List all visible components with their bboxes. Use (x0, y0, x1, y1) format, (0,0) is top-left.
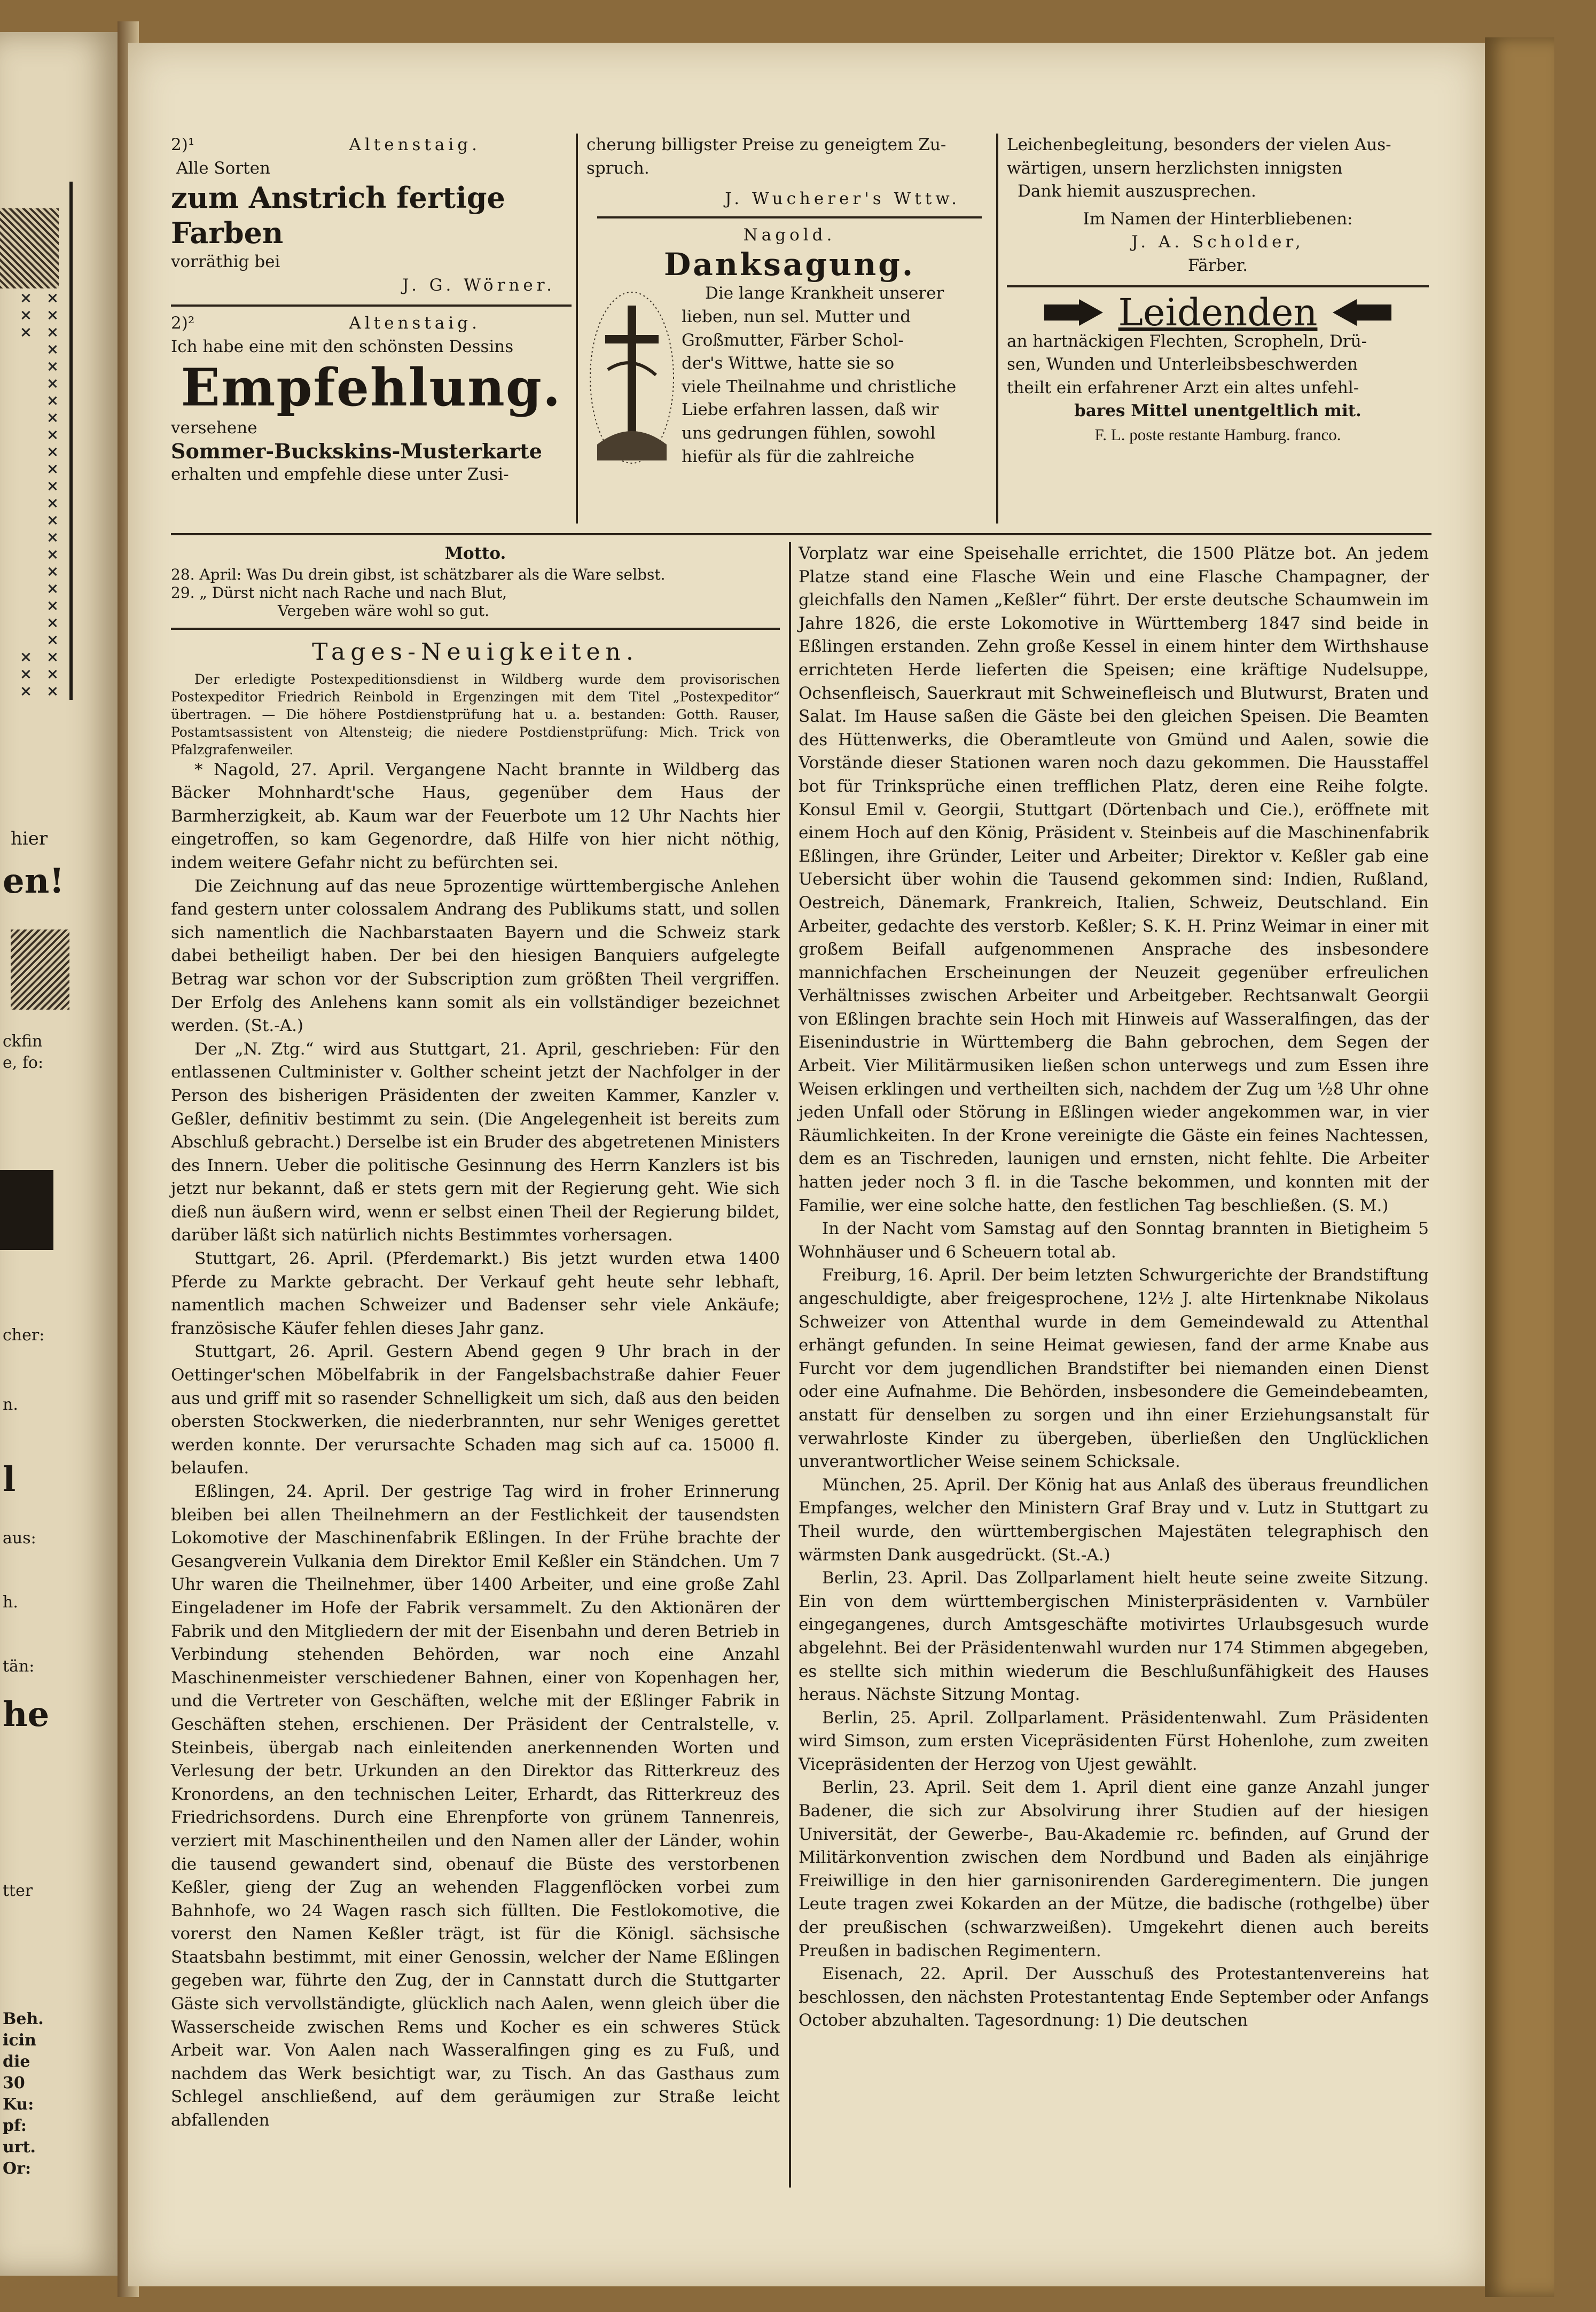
border-cross-icon (48, 499, 57, 507)
ad-address: F. L. poste restante Hamburg. franco. (1094, 425, 1341, 444)
news-paragraph: In der Nacht vom Samstag auf den Sonntag brannten in Bietigheim 5 Wohnhäuser und 6 Scheuern total ab. (799, 1219, 1429, 1262)
ad-title: Danksagung. (663, 246, 916, 283)
ad-title: zum Anstrich fertige Farben (171, 181, 505, 251)
fragment: Beh. (3, 2010, 44, 2028)
ad-line: Sommer-Buckskins-Musterkarte (171, 439, 542, 464)
ad-sign: J. A. Scholder, (1131, 232, 1304, 252)
ad-sign: Färber. (1187, 255, 1248, 275)
ad-body-line: Die lange Krankheit unserer (705, 284, 944, 303)
fragment: Ku: (3, 2095, 34, 2114)
fragment: n. (3, 1395, 18, 1414)
ad-title: Leidenden (1118, 290, 1318, 334)
border-cross-icon (48, 687, 57, 696)
cross-vignette-icon (586, 284, 677, 471)
ad-line: versehene (171, 418, 257, 438)
news-paragraph: Eßlingen, 24. April. Der gestrige Tag wird in froher Erinnerung bleiben bei allen Theilnehmern an der Festlichkeit der tausendsten Lokomotive der Maschinenfabrik Eßlingen. In der Frühe brachte der Gesangverein Vulkania dem Direktor Emil Keßler ein Ständchen. Um 7 Uhr waren die Theilnehmer, über 1400 Arbeiter, und eine große Zahl Eingeladener im Hofe der Fabrik versammelt. Zu den Aktionären der Fabrik und den Mitgliedern der mit der Eisenbahn und deren Betrieb in Verbindung stehenden Behörden, war noch eine Anzahl Maschinenmeister verschiedener Bahnen, einer von Kopenhagen her, und die Vertreter von Geschäften, welche mit der Eßlinger Fabrik in Geschäften stehen, erschienen. Der Präsident der Centralstelle, v. Steinbeis, übergab nach einleitenden anerkennenden Worten und Verlesung der betr. Urkunden an den Direktor das Ritterkreuz des Kronordens, an den technischen Leiter, Erhardt, das Ritterkreuz des Friedrichsordens. Durch eine Ehrenpforte von grünem Tannenreis, verziert mit Maschinentheilen und den Namen aller der Länder, wohin die tausend gewandert sind, obenauf die Büste des verstorbenen Keßler, gieng der Zug an wehenden Flaggenflöcken vorbei zum Bahnhofe, wo 24 Wagen rasch sich füllten. Die Festlokomotive, die vorerst den Namen Keßler trägt, ist für die Königl. sächsische Staatsbahn bestimmt, mit einer Genossin, welcher der Name Eßlingen gegeben war, führte den Zug, der in Cannstatt durch die Stuttgarter Gäste sich vervollständigte, glücklich nach Aalen, wenn gleich über die Wasserscheide zwischen Rems und Kocher es ein schweres Stück Arbeit war. Von Aalen nach Wasseralfingen ging es zu Fuß, und nachdem das Werk besichtigt war, zu Tisch. An das Gasthaus zum Schlegel anschließend, auf dem geräumigen zur Straße leicht abfallenden (171, 1482, 780, 2130)
border-cross-icon (48, 294, 57, 302)
border-cross-icon (48, 602, 57, 610)
ad-line: vorräthig bei (171, 252, 280, 272)
border-cross-icon (48, 396, 57, 405)
ad-place: Nagold. (743, 225, 836, 245)
ad-body-line: sen, Wunden und Unterleibsbeschwerden (1007, 355, 1358, 374)
fragment: die (3, 2052, 30, 2071)
ad-place: Altenstaig. (349, 314, 481, 333)
news-paragraph: Die Zeichnung auf das neue 5prozentige württembergische Anlehen fand gestern unter colossalem Andrang des Publikums statt, und sollen sich namentlich die Nachbarstaaten Bayern und die Schweiz stark dabei betheiligt haben. Der bei den hiesigen Banquiers aufgelegte Betrag war schon vor der Subscription zum größten Theil vergriffen. Der Erfolg des Anlehens kann somit als ein vollständiger bezeichnet werden. (St.-A.) (171, 876, 780, 1036)
motto-line: Vergeben wäre wohl so gut. (278, 602, 489, 620)
border-cross-icon (48, 448, 57, 456)
ad-body-line: bares Mittel unentgeltlich mit. (1074, 401, 1362, 421)
ad-line: cherung billigster Preise zu geneigtem Zu- (586, 135, 946, 154)
newspaper-page (128, 43, 1485, 2286)
ad-line: spruch. (586, 158, 650, 178)
fragment: tän: (3, 1657, 35, 1676)
ad-body-line: lieben, nun sel. Mutter und (682, 307, 911, 326)
fragment: aus: (3, 1529, 36, 1548)
page-edge (1485, 37, 1554, 2297)
news-paragraph: München, 25. April. Der König hat aus Anlaß des überaus freundlichen Empfanges, welcher den Ministern Graf Bray und v. Lutz in Stuttgart zu Theil wurde, den württembergischen Majestäten telegraphisch den wärmsten Dank ausgedrückt. (St.-A.) (799, 1475, 1429, 1565)
border-cross-icon (21, 653, 30, 661)
divider (1007, 285, 1429, 287)
fragment: Or: (3, 2159, 32, 2178)
ad-place: Altenstaig. (349, 135, 481, 154)
news-paragraph: Berlin, 25. April. Zollparlament. Präsidentenwahl. Zum Präsidenten wird Simson, zum ersten Vicepräsidenten Fürst Hohenlohe, zum zweiten Vicepräsidenten der Herzog von Ujest gewählt. (799, 1708, 1429, 1774)
news-heading: Tages-Neuigkeiten. (312, 638, 639, 666)
news-column-1 (171, 542, 780, 2133)
motto-line: 28. April: Was Du drein gibst, ist schätzbarer als die Ware selbst. (171, 565, 666, 583)
column-rule (996, 134, 998, 524)
news-paragraph: Eisenach, 22. April. Der Ausschuß des Protestantenvereins hat beschlossen, den nächsten Protestantentag Ende September oder Anfangs October abzuhalten. Tagesordnung: 1) Die deutschen (799, 1964, 1429, 2030)
column-rule (576, 134, 578, 524)
border-cross-icon (48, 311, 57, 319)
news-paragraph: Vorplatz war eine Speisehalle errichtet, die 1500 Plätze bot. An jedem Platze stand eine Flasche Wein und eine Flasche Champagner, der gleichfalls den Namen „Keßler“ führt. Der erste deutsche Schaumwein im Jahre 1826, die erste Lokomotive in Württemberg 1847 sind beide in Eßlingen erstanden. Zehn große Kessel in einem hinter dem Wirthshause errichteten Herde lieferten die Speisen; eine kräftige Nudelsuppe, Ochsenfleisch, Sauerkraut mit Schweinefleisch und Blutwurst, Braten und Salat. Im Hause saßen die Gäste bei den gleichen Speisen. Die Beamten des Hüttenwerks, die Oberamtleute von Gmünd und Aalen, sowie die Vorstände dieser Stationen waren noch dazu gekommen. Die Hausstaffel bot für Trinksprüche einen trefflichen Platz, deren eine Reihe folgte. Konsul Emil v. Georgii, Stuttgart (Dörtenbach und Cie.), eröffnete mit einem Hoch auf den König, Präsident v. Steinbeis auf die Maschinenfabrik Eßlingen, ihre Gründer, Leiter und Arbeiter; Direktor v. Keßler gab eine Uebersicht über wohin die Tausend gekommen sind: Indien, Rußland, Oestreich, Dänemark, Frankreich, Italien, Schweiz, Deutschland. Ein Arbeiter, gedachte des verstorb. Keßler; S. K. H. Prinz Weimar in einer mit großem Beifall aufgenommenen Ansprache des insbesondere mannichfachen Erscheinungen der Neuzeit gegenüber erfreulichen Verhältnisses zwischen Arbeiter und Arbeitgeber. Rechtsanwalt Georgii von Eßlingen brachte sein Hoch mit Hinweis auf Wasseralfingen, das der Eisenindustrie in Württemberg die Bahn gebrochen, dem Segen der Arbeit. Vier Militärmusiken ließen schon unterwegs und zum Essen ihre Weisen erklingen und vertheilten sich, nachdem der Zug um ½8 Uhr ohne jeden Unfall oder Störung in Eßlingen wieder angekommen war, in vier Räumlichkeiten. In der Krone vereinigte die Gäste ein feines Nachtessen, dem es an Tischreden, launigen und ernsten, nicht fehlte. Die Arbeiter hatten jeder noch 3 fl. in die Tasche bekommen, und konnten mit der Familie, wer eine solche hatte, den festlichen Tag beschließen. (S. M.) (799, 544, 1429, 1215)
ad-line: Ich habe eine mit den schönsten Dessins (171, 337, 514, 356)
border-cross-icon (21, 311, 30, 319)
ads-column-3 (1007, 134, 1429, 447)
divider (171, 304, 572, 307)
pointing-hand-icon (1330, 296, 1394, 329)
fragment: en! (3, 861, 65, 901)
news-paragraph: * Nagold, 27. April. Vergangene Nacht brannte in Wildberg das Bäcker Mohnhardt'sche Haus, gegenüber dem Haus der Barmherzigkeit, ab. Kaum war der Feuerbote um 12 Uhr Nachts hier eingetroffen, so kam Gegenordre, daß Hilfe von hier nicht nöthig, indem weitere Gefahr nicht zu befürchten sei. (171, 760, 780, 872)
pointing-hand-icon (1042, 296, 1106, 329)
motto-line: 29. „ Dürst nicht nach Rache und nach Blut, (171, 583, 507, 602)
ad-body-line: theilt ein erfahrener Arzt ein altes unfehl- (1007, 378, 1359, 397)
ad-body-line: uns gedrungen fühlen, sowohl (682, 423, 936, 443)
ad-body-line: wärtigen, unsern herzlichsten innigsten (1007, 158, 1343, 178)
black-box (0, 1170, 53, 1250)
border-cross-icon (48, 516, 57, 525)
ad-body-line: viele Theilnahme und christliche (682, 377, 957, 396)
ad-body-line: Großmutter, Färber Schol- (682, 330, 904, 350)
fragment: h. (3, 1593, 18, 1612)
fragment: 30 (3, 2074, 25, 2092)
border-cross-icon (48, 328, 57, 337)
news-paragraph: Berlin, 23. April. Das Zollparlament hielt heute seine zweite Sitzung. Ein von dem württembergischen Ministerpräsidenten v. Varnbüler eingegangenes, durch Amtsgeschäfte motivirtes Urlaubsgesuch wurde abgelehnt. Bei der Präsidentenwahl wurden nur 174 Stimmen abgegeben, es stellte sich mithin wiederum die Beschlußunfähigkeit des Hauses heraus. Nächste Sitzung Montag. (799, 1568, 1429, 1705)
news-paragraph: Freiburg, 16. April. Der beim letzten Schwurgerichte der Brandstiftung angeschuldigte, aber freigesprochene, 12½ J. alte Hirtenknabe Nikolaus Schweizer von Attenthal wurde in dem Gemeindewald zu Attenthal erhängt gefunden. In seine Heimat gewiesen, fand der arme Knabe aus Furcht vor dem jugendlichen Brandstifter bei niemanden einen Dienst oder eine Aufnahme. Die Behörden, insbesondere die Gemeindebeamten, anstatt für denselben zu sorgen und ihn einer Erziehungsanstalt für verwahrloste Kinder zu übergeben, überließen den Unglücklichen unverantwortlicher Weise seinem Schicksale. (799, 1266, 1429, 1472)
ad-title: Empfehlung. (181, 357, 562, 418)
motto-heading: Motto. (444, 544, 506, 563)
news-paragraph: Der erledigte Postexpeditionsdienst in Wildberg wurde dem provisorischen Postexpeditor Friedrich Reinbold in Ergenzingen mit dem Titel „Postexpeditor“ übertragen. — Die höhere Postdienstprüfung hat u. a. bestanden: Gotth. Rauser, Postamtsassistent von Altensteig; die niedere Postdienstprüfung: Mich. Trick von Pfalzgrafenweiler. (171, 671, 780, 757)
divider (597, 216, 982, 218)
border-cross-icon (48, 362, 57, 371)
border-cross-icon (48, 431, 57, 439)
border-cross-icon (48, 653, 57, 661)
facing-page (0, 32, 118, 2276)
news-paragraph: Stuttgart, 26. April. Gestern Abend gegen 9 Uhr brach in der Oettinger'schen Möbelfabrik in der Fangelsbachstraße dahier Feuer aus und griff mit so rasender Schnelligkeit um sich, daß aus den beiden obersten Stockwerken, die niederbrannten, nur sehr Weniges gerettet werden konnte. Der verursachte Schaden mag sich auf ca. 15000 fl. belaufen. (171, 1342, 780, 1478)
fragment: ckfin (3, 1032, 43, 1051)
fragment: he (3, 1694, 50, 1735)
ad-sign: Im Namen der Hinterbliebenen: (1083, 209, 1353, 229)
border-cross-icon (48, 550, 57, 559)
ad-number: 2)² (171, 314, 195, 333)
fragment: urt. (3, 2138, 36, 2157)
ad-body-line: an hartnäckigen Flechten, Scropheln, Drü- (1007, 331, 1367, 351)
border-cross-icon (48, 533, 57, 542)
news-paragraph: Berlin, 23. April. Seit dem 1. April dient eine ganze Anzahl junger Badener, die sich zur Absolvirung ihrer Studien auf der hiesigen Universität, der Gewerbe-, Bau-Akademie rc. befinden, auf Grund der Militärkonvention zwischen dem Nordbund und Baden als einjährige Freiwillige in den hier garnisonirenden Garderegimentern. Die jungen Leute tragen zwei Kokarden an der Mütze, die badische (rothgelbe) über der preußischen (schwarzweißen). Umgekehrt dienen auch bereits Preußen in badischen Regimentern. (799, 1778, 1429, 1960)
border-cross-icon (48, 567, 57, 576)
ad-number: 2)¹ (171, 135, 195, 154)
ad-body-line: Leichenbegleitung, besonders der vielen Aus- (1007, 135, 1391, 154)
border-cross-icon (48, 584, 57, 593)
fragment: icin (3, 2031, 36, 2050)
border-cross-icon (48, 413, 57, 422)
ad-body-line: Liebe erfahren lassen, daß wir (682, 400, 939, 420)
news-paragraph: Der „N. Ztg.“ wird aus Stuttgart, 21. April, geschrieben: Für den entlassenen Cultminister v. Golther scheint jetzt der Nachfolger in der Person des bisherigen Präsidenten der zweiten Kammer, Kanzler v. Geßler, definitiv bestimmt zu sein. (Die Angelegenheit ist bereits zum Abschluß gebracht.) Derselbe ist ein Bruder des abgetretenen Ministers des Innern. Ueber die politische Gesinnung des Herrn Kanzlers ist bis jetzt nur bekannt, daß er stets gern mit der Regierung geht. Wie sich dieß nun äußern wird, wenn er selbst einen Theil der Regierung bildet, darüber läßt sich natürlich nichts Bestimmtes vorhersagen. (171, 1039, 780, 1245)
border-cross-icon (21, 687, 30, 696)
column-rule (789, 542, 791, 2188)
news-column-2 (799, 542, 1429, 2033)
fragment: hier (11, 828, 48, 849)
divider (171, 628, 780, 630)
border-cross-icon (21, 294, 30, 302)
border-cross-icon (48, 619, 57, 627)
ads-column-2 (586, 134, 992, 471)
fragment: e, fo: (3, 1053, 44, 1072)
border-cross-icon (48, 379, 57, 388)
border-cross-icon (48, 465, 57, 473)
border-cross-icon (48, 670, 57, 678)
ad-body-line: Dank hiemit auszusprechen. (1018, 182, 1256, 201)
border-cross-icon (48, 345, 57, 354)
fragment: l (3, 1459, 16, 1499)
ad-line: erhalten und empfehle diese unter Zusi- (171, 464, 509, 484)
ad-signer: J. Wucherer's Wttw. (725, 189, 960, 209)
ad-signer: J. G. Wörner. (402, 275, 556, 295)
border-cross-icon (48, 482, 57, 490)
border-cross-icon (21, 328, 30, 337)
border-cross-icon (21, 670, 30, 678)
fragment: pf: (3, 2116, 27, 2135)
ad-body-line: der's Wittwe, hatte sie so (682, 354, 895, 373)
fragment: tter (3, 1881, 33, 1900)
engraving (11, 930, 69, 1010)
ad-body-line: hiefür als für die zahlreiche (682, 447, 915, 466)
news-paragraph: Stuttgart, 26. April. (Pferdemarkt.) Bis jetzt wurden etwa 1400 Pferde zu Markte gebracht. Der Verkauf geht heute sehr lebhaft, namentlich machen Schweizer und Badenser sehr viele Ankäufe; französische Käufer fehlen dieses Jahr ganz. (171, 1249, 780, 1338)
border-cross-icon (48, 636, 57, 644)
engraving-top (0, 208, 59, 288)
ad-line: Alle Sorten (176, 158, 270, 178)
ads-column-1 (171, 134, 572, 486)
section-rule (171, 533, 1431, 535)
fragment: cher: (3, 1326, 45, 1345)
